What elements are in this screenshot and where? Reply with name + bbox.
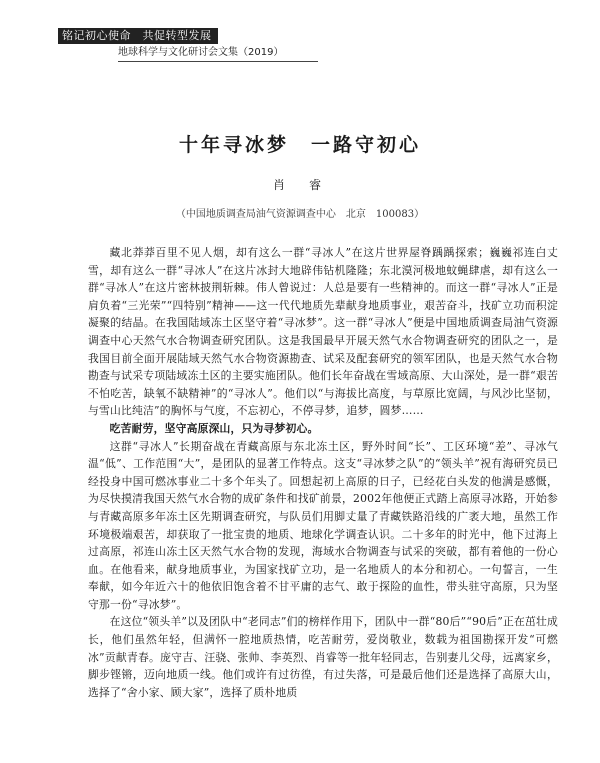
running-head <box>58 24 318 62</box>
body-paragraph: 在这位“领头羊”以及团队中“老同志”们的榜样作用下，团队中一群“80后”“90后”正在茁壮成长，他们虽然年轻，但满怀一腔地质热情，吃苦耐劳，爱岗敬业，数载为祖国勘探开发“可燃冰”贡献青春。庞守吉、汪骁、张帅、李英烈、肖睿等一批年轻同志，告别妻儿父母，远离家乡，脚步铿锵，迈向地质一线。他们或许有过彷徨，有过失落，可是最后他们还是选择了高原大山，选择了“舍小家、顾大家”，选择了质朴地质 <box>88 615 558 699</box>
header-banner: 铭记初心使命 共促转型发展 <box>58 28 218 44</box>
header-series: 地球科学与文化研讨会文集（2019） <box>118 46 318 62</box>
article-affiliation: （中国地质调查局油气资源调查中心 北京 100083） <box>175 209 425 220</box>
section-lead: 吃苦耐劳，坚守高原深山，只为寻梦初心。 <box>109 421 319 435</box>
body-paragraph: 藏北莽莽百里不见人烟，却有这么一群“寻冰人”在这片世界屋脊踽踽探索；巍巍祁连白丈雪，却有这么一群“寻冰人”在这片冰封大地辟伟钻机隆隆；东北漠河极地蚊蝇肆虐，却有这么一群“寻冰人”在这片密林披荆斩棘。伟人曾说过：人总是要有一些精神的。而这一群“寻冰人”正是肩负着“三光荣”“四特别”精神——这一代代地质先辈献身地质事业，艰苦奋斗，找矿立功而积淀凝聚的结晶。在我国陆域冻土区坚守着“寻冰梦”。这一群“寻冰人”便是中国地质调查局油气资源调查中心天然气水合物调查研究团队。这是我国最早开展天然气水合物调查研究的团队之一，是我国目前全面开展陆域天然气水合物资源勘查、试采及配套研究的领军团队，也是天然气水合物勘查与试采专项陆域冻土区的主要实施团队。他们长年奋战在雪域高原、大山深处，是一群“艰苦不怕吃苦，缺氧不缺精神”的“寻冰人”。他们以“与海拔比高度，与草原比宽阔，与风沙比坚韧，与雪山比纯洁”的胸怀与气度，不忘初心，不停寻梦，追梦，圆梦…… <box>88 246 558 418</box>
article-title: 十年寻冰梦 一路守初心 <box>178 134 421 156</box>
body-paragraph: 这群“寻冰人”长期奋战在青藏高原与东北冻土区，野外时间“长”、工区环境“差”、寻冰气温“低”、工作范围“大”，是团队的显著工作特点。这支“寻冰梦之队”的“领头羊”祝有海研究员已经投身中国可燃冰事业二十多个年头了。回想起初上高原的日子，已经花白头发的他满是感慨，为尽快摸清我国天然气水合物的成矿条件和找矿前景，2002年他便正式踏上高原寻冰路，开始参与青藏高原多年冻土区先期调查研究，与队员们用脚丈量了青藏铁路沿线的广袤大地，虽然工作环境极端艰苦，却获取了一批宝贵的地质、地球化学调查认识。二十多年的时光中，他下过海上过高原，祁连山冻土区天然气水合物的发现，海域水合物调查与试采的突破，都有着他的一份心血。在他看来，献身地质事业，为国家找矿立功，是一名地质人的本分和初心。一句誓言，一生奉献，如今年近六十的他依旧饱含着不甘平庸的志气、敢于探险的血性，带头驻守高原，只为坚守那一份“寻冰梦”。 <box>88 439 558 611</box>
article-body <box>88 244 558 701</box>
article-author: 肖 睿 <box>272 178 327 192</box>
